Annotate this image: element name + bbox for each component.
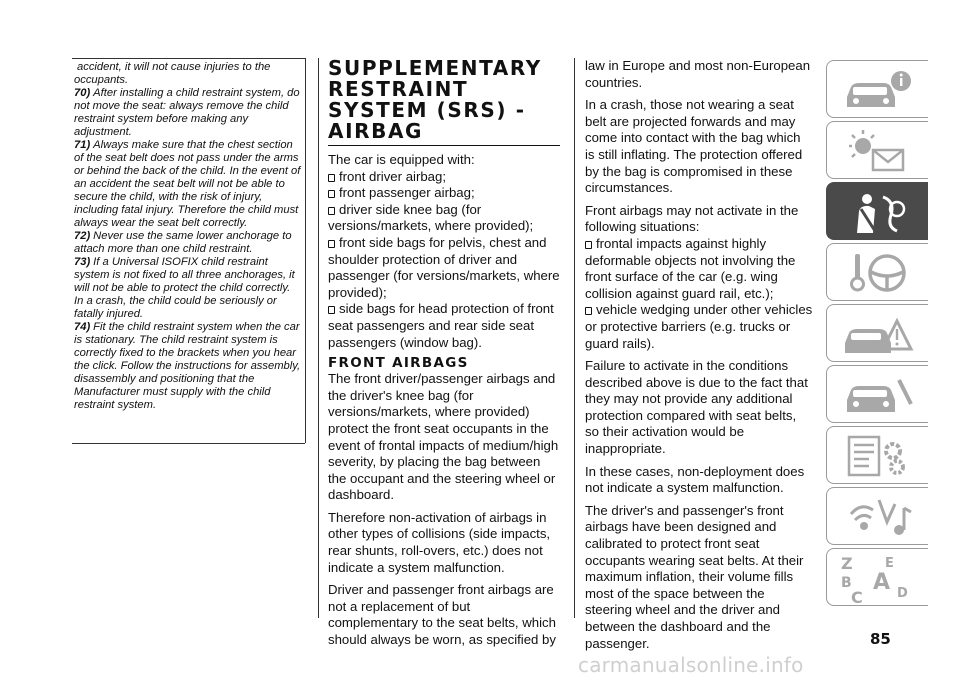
warning-item: 74) Fit the child restraint system when the car is stationary. The child restraint system is correctly fixed to the brackets when you hear the click. Follow the instructions for assembly, disassembly and positioning that the Manufacturer must supply with the child restraint system.: [74, 321, 301, 411]
tab-maintenance[interactable]: [826, 365, 928, 423]
list-item: driver side knee bag (for versions/markets, where provided);: [328, 201, 534, 234]
tab-starting-driving[interactable]: [826, 243, 928, 301]
index-letter: B: [841, 575, 852, 591]
page-number: 85: [870, 630, 891, 648]
tab-multimedia[interactable]: [826, 487, 928, 545]
warning-item: 71) Always make sure that the chest section of the seat belt does not pass under the arms or behind the back of the child. In the event of an accident the seat belt will not be able to secure the child, with the risk of injury, including fatal injury. Therefore the child must always wear the seat belt correctly.: [74, 139, 301, 229]
warning-item: 73) If a Universal ISOFIX child restraint system is not fixed to all three anchorages, it will not be able to protect the child correctly. In a crash, the child could be seriously or fatally injured.: [74, 256, 295, 320]
column-separator: [574, 58, 575, 618]
warnings-right-rule: [305, 58, 306, 443]
watermark: carmanualsonline.info: [578, 653, 804, 677]
equipment-list: [328, 169, 562, 352]
list-item: front side bags for pelvis, chest and shoulder protection of driver and passenger (for versions/markets, where provided);: [328, 234, 560, 300]
specs-gears-icon: [839, 431, 919, 481]
warnings-top-rule: [72, 58, 305, 59]
paragraph: Therefore non-activation of airbags in other types of collisions (side impacts, rear shunts, roll-overs, etc.) does not indicate a system malfunction.: [328, 509, 551, 575]
list-item: side bags for head protection of front seat passengers and rear side seat passengers (window bag).: [328, 301, 554, 350]
warnings-list: [74, 61, 302, 412]
square-bullet-icon: [328, 240, 335, 248]
index-letter: D: [897, 586, 908, 601]
list-item: front passenger airbag;: [328, 185, 562, 202]
chapter-sidebar: [826, 60, 928, 609]
list-item: frontal impacts against highly deformable objects not involving the front surface of the car (e.g. wing collision against guard rail, etc.);: [585, 235, 796, 301]
paragraph: Front airbags may not activate in the following situations:: [585, 202, 799, 235]
tab-car-info[interactable]: [826, 60, 928, 118]
square-bullet-icon: [585, 241, 592, 249]
index-letters-icon: [839, 553, 919, 605]
car-service-icon: [839, 370, 919, 420]
paragraph: law in Europe and most non-European countries.: [585, 58, 811, 90]
situations-list: [585, 236, 813, 352]
right-column: [585, 58, 813, 658]
middle-body: [328, 152, 562, 649]
car-warning-icon: [839, 309, 919, 359]
paragraph: In these cases, non-deployment does not indicate a system malfunction.: [585, 463, 805, 496]
square-bullet-icon: [328, 306, 335, 314]
index-letter: Z: [841, 554, 853, 573]
square-bullet-icon: [585, 307, 592, 315]
warning-item: 70) After installing a child restraint system, do not move the seat: always remove the child restraint system before making any adjustment.: [74, 87, 300, 138]
tab-emergency[interactable]: [826, 304, 928, 362]
tab-safety[interactable]: [826, 182, 928, 240]
multimedia-icon: [839, 492, 919, 542]
square-bullet-icon: [328, 190, 335, 198]
square-bullet-icon: [328, 174, 335, 182]
index-letter: A: [873, 570, 891, 595]
section-title: SUPPLEMENTARY RESTRAINT SYSTEM (SRS) - AIRBAG: [328, 56, 542, 143]
warning-item: 72) Never use the same lower anchorage to attach more than one child restraint.: [74, 230, 292, 255]
index-letter: E: [885, 556, 894, 571]
middle-column: [328, 58, 562, 655]
seatbelt-airbag-icon: [839, 187, 919, 237]
list-item: front driver airbag;: [328, 169, 562, 186]
paragraph: Failure to activate in the conditions described above is due to the fact that they may not provide any additional protection compared with seat belts, so their activation would be inappropriate.: [585, 358, 808, 457]
list-item: vehicle wedging under other vehicles or protective barriers (e.g. trucks or guard rails).: [585, 302, 813, 351]
paragraph: Driver and passenger front airbags are not a replacement of but complementary to the seat belts, which should always be worn, as specified by: [328, 582, 556, 648]
key-steering-wheel-icon: [839, 248, 919, 298]
tab-index[interactable]: [826, 548, 928, 606]
paragraph: The front driver/passenger airbags and the driver's knee bag (for versions/markets, where provided) protect the front seat occupants in the event of frontal impacts of medium/high severity, by placing the bag between the occupant and the steering wheel or dashboard.: [328, 371, 559, 503]
title-underline: [328, 145, 560, 146]
subsection-title: FRONT AIRBAGS: [328, 355, 469, 372]
warnings-bottom-rule: [72, 443, 305, 444]
tab-technical-data[interactable]: [826, 426, 928, 484]
intro-text: The car is equipped with:: [328, 152, 475, 167]
warning-lights-icon: [839, 126, 919, 176]
tab-warning-lights[interactable]: [826, 121, 928, 179]
paragraph: The driver's and passenger's front airbags have been designed and calibrated to protect front seat occupants wearing seat belts. At their maximum inflation, their volume fills most of the space between the steering wheel and the driver and between the dashboard and the passenger.: [585, 502, 804, 651]
paragraph: In a crash, those not wearing a seat belt are projected forwards and may come into contact with the bag which is still inflating. The protection offered by the bag is compromised in these circumstances.: [585, 97, 803, 196]
warning-item: accident, it will not cause injuries to the occupants.: [74, 61, 271, 86]
index-letter: C: [851, 588, 863, 605]
square-bullet-icon: [328, 207, 335, 215]
column-separator: [318, 58, 319, 618]
car-info-icon: [839, 65, 919, 115]
